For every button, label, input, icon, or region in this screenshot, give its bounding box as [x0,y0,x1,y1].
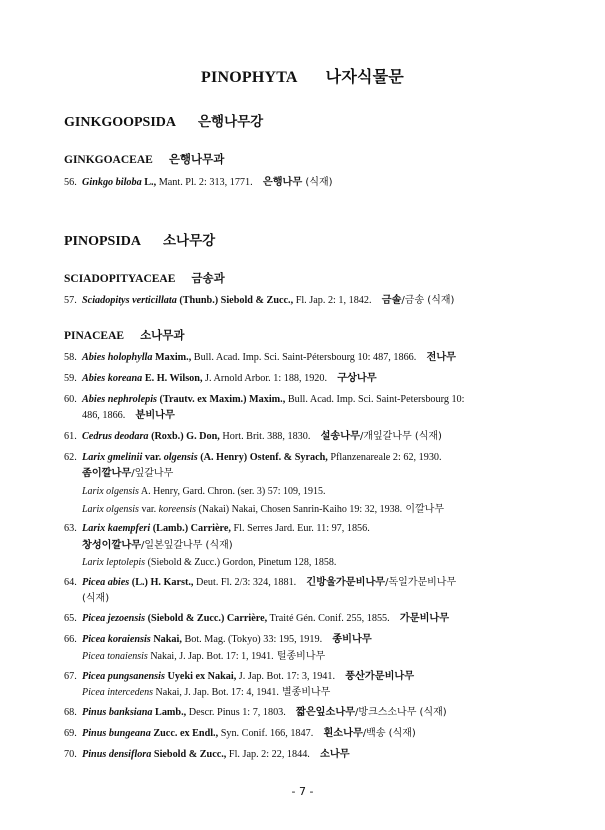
synonym-line: Picea tonaiensis Nakai, J. Jap. Bot. 17: 1, 1941. 털종비나무 [82,651,326,662]
species-entry: 64. Picea abies (L.) H. Karst., Deut. Fl. 2/3: 324, 1881. 긴방울가문비나무/독일가문비나무 [64,577,457,588]
title-latin: PINOPHYTA [201,69,298,86]
family-heading: SCIADOPITYACEAE 금송과 [64,271,225,285]
synonym-line: Picea intercedens Nakai, J. Jap. Bot. 17: 4, 1941. 별종비나무 [82,687,331,698]
species-entry: 59. Abies koreana E. H. Wilson, J. Arnold Arbor. 1: 188, 1920. 구상나무 [64,373,377,384]
species-entry: 61. Cedrus deodara (Roxb.) G. Don, Hort. Brit. 388, 1830. 설송나무/개잎갈나무 (식재) [64,431,442,442]
species-entry: 63. Larix kaempferi (Lamb.) Carrière, Fl. Serres Jard. Eur. 11: 97, 1856. [64,523,370,534]
family-heading: PINACEAE 소나무과 [64,328,185,342]
species-entry: 70. Pinus densiflora Siebold & Zucc., Fl. Jap. 2: 22, 1844. 소나무 [64,749,350,760]
species-entry: 58. Abies holophylla Maxim., Bull. Acad. Imp. Sci. Saint-Pétersbourg 10: 487, 1866. 전나무 [64,352,457,363]
entry-continuation: (식재) [82,593,110,604]
entry-continuation: 486, 1866. 분비나무 [82,410,175,421]
entry-continuation: 창성이깔나무/일본잎갈나무 (식재) [82,540,233,551]
species-entry: 62. Larix gmelinii var. olgensis (A. Henry) Ostenf. & Syrach, Pflanzenareale 2: 62, 1930. [64,452,442,463]
class-heading: PINOPSIDA 소나무강 [64,233,216,249]
species-entry: 68. Pinus banksiana Lamb., Descr. Pinus 1: 7, 1803. 짧은잎소나무/방크스소나무 (식재) [64,707,447,718]
family-heading: GINKGOACEAE 은행나무과 [64,152,225,166]
species-entry: 66. Picea koraiensis Nakai, Bot. Mag. (Tokyo) 33: 195, 1919. 종비나무 [64,634,372,645]
synonym-line: Larix olgensis A. Henry, Gard. Chron. (ser. 3) 57: 109, 1915. [82,486,326,497]
species-entry: 67. Picea pungsanensis Uyeki ex Nakai, J. Jap. Bot. 17: 3, 1941. 풍산가문비나무 [64,671,415,682]
synonym-line: Larix olgensis var. koreensis (Nakai) Nakai, Chosen Sanrin-Kaiho 19: 32, 1938. 이깔나무 [82,504,444,515]
species-entry: 57. Sciadopitys verticillata (Thunb.) Siebold & Zucc., Fl. Jap. 2: 1, 1842. 금솔/금송 (식재) [64,295,455,306]
page-title [0,64,605,87]
species-entry: 56. Ginkgo biloba L., Mant. Pl. 2: 313, 1771. 은행나무 (식재) [64,177,333,188]
species-entry: 65. Picea jezoensis (Siebold & Zucc.) Carrière, Traité Gén. Conif. 255, 1855. 가문비나무 [64,613,450,624]
species-entry: 60. Abies nephrolepis (Trautv. ex Maxim.) Maxim., Bull. Acad. Imp. Sci. Saint-Petersbourg 10: [64,394,465,405]
page-number: - 7 - [291,785,314,798]
class-heading: GINKGOOPSIDA 은행나무강 [64,114,264,130]
entry-continuation: 좀이깔나무/잎갈나무 [82,468,174,479]
synonym-line: Larix leptolepis (Siebold & Zucc.) Gordon, Pinetum 128, 1858. [82,557,337,568]
title-korean: 나자식물문 [325,67,404,86]
species-entry: 69. Pinus bungeana Zucc. ex Endl., Syn. Conif. 166, 1847. 흰소나무/백송 (식재) [64,728,416,739]
